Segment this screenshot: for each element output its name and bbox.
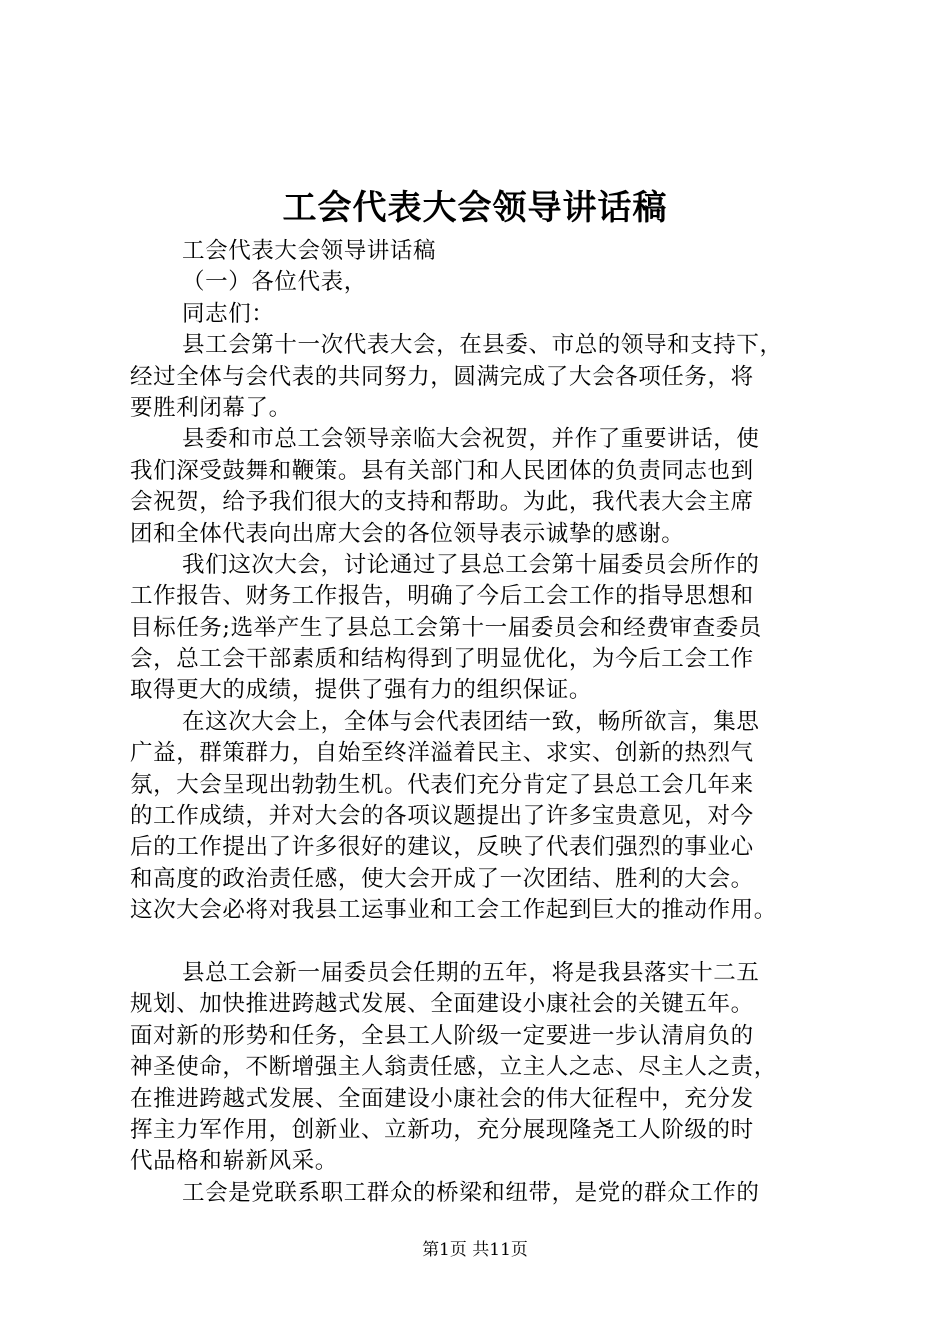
text-line: 县委和市总工会领导亲临大会祝贺，并作了重要讲话，使: [182, 426, 760, 453]
text-line: 工会是党联系职工群众的桥梁和纽带，是党的群众工作的: [182, 1179, 760, 1206]
text-line: 广益，群策群力，自始至终洋溢着民主、求实、创新的热烈气: [130, 740, 754, 767]
text-line: 面对新的形势和任务，全县工人阶级一定要进一步认清肩负的: [130, 1022, 754, 1049]
text-line: 神圣使命，不断增强主人翁责任感，立主人之志、尽主人之责，: [130, 1054, 777, 1081]
text-line: 规划、加快推进跨越式发展、全面建设小康社会的关键五年。: [130, 991, 754, 1018]
text-line: 代品格和崭新风采。: [130, 1148, 338, 1175]
page-footer: 第1页 共11页: [422, 1240, 528, 1260]
text-line: 挥主力军作用，创新业、立新功，充分展现隆尧工人阶级的时: [130, 1116, 754, 1143]
text-line: 和高度的政治责任感，使大会开成了一次团结、胜利的大会。: [130, 865, 754, 892]
text-line: 目标任务;选举产生了县总工会第十一届委员会和经费审查委员: [130, 614, 762, 641]
text-line: 同志们：: [182, 300, 275, 327]
text-line: 团和全体代表向出席大会的各位领导表示诚挚的感谢。: [130, 520, 685, 547]
text-line: （一）各位代表，: [182, 269, 367, 296]
text-line: 会祝贺，给予我们很大的支持和帮助。为此，我代表大会主席: [130, 489, 754, 516]
text-line: 在这次大会上，全体与会代表团结一致，畅所欲言，集思: [182, 708, 760, 735]
text-line: 在推进跨越式发展、全面建设小康社会的伟大征程中，充分发: [130, 1085, 754, 1112]
text-line: 经过全体与会代表的共同努力，圆满完成了大会各项任务，将: [130, 363, 754, 390]
text-line: 氛，大会呈现出勃勃生机。代表们充分肯定了县总工会几年来: [130, 771, 754, 798]
text-line: 这次大会必将对我县工运事业和工会工作起到巨大的推动作用。: [130, 897, 777, 924]
text-line: 工会代表大会领导讲话稿: [182, 238, 437, 264]
text-line: 的工作成绩，并对大会的各项议题提出了许多宝贵意见，对今: [130, 803, 754, 830]
text-line: 取得更大的成绩，提供了强有力的组织保证。: [130, 677, 593, 704]
text-line: 要胜利闭幕了。: [130, 394, 292, 421]
text-line: 县工会第十一次代表大会，在县委、市总的领导和支持下，: [182, 332, 783, 359]
text-line: 会，总工会干部素质和结构得到了明显优化，为今后工会工作: [130, 646, 754, 673]
text-line: 我们深受鼓舞和鞭策。县有关部门和人民团体的负责同志也到: [130, 457, 754, 484]
text-line: 我们这次大会，讨论通过了县总工会第十届委员会所作的: [182, 551, 760, 578]
paragraph-gap: [130, 927, 830, 958]
document-title: 工会代表大会领导讲话稿: [282, 188, 668, 228]
text-line: 县总工会新一届委员会任期的五年，将是我县落实十二五: [182, 959, 760, 986]
document-body: [130, 236, 830, 1209]
text-line: 工作报告、财务工作报告，明确了今后工会工作的指导思想和: [130, 583, 754, 610]
text-line: 后的工作提出了许多很好的建议，反映了代表们强烈的事业心: [130, 834, 754, 861]
